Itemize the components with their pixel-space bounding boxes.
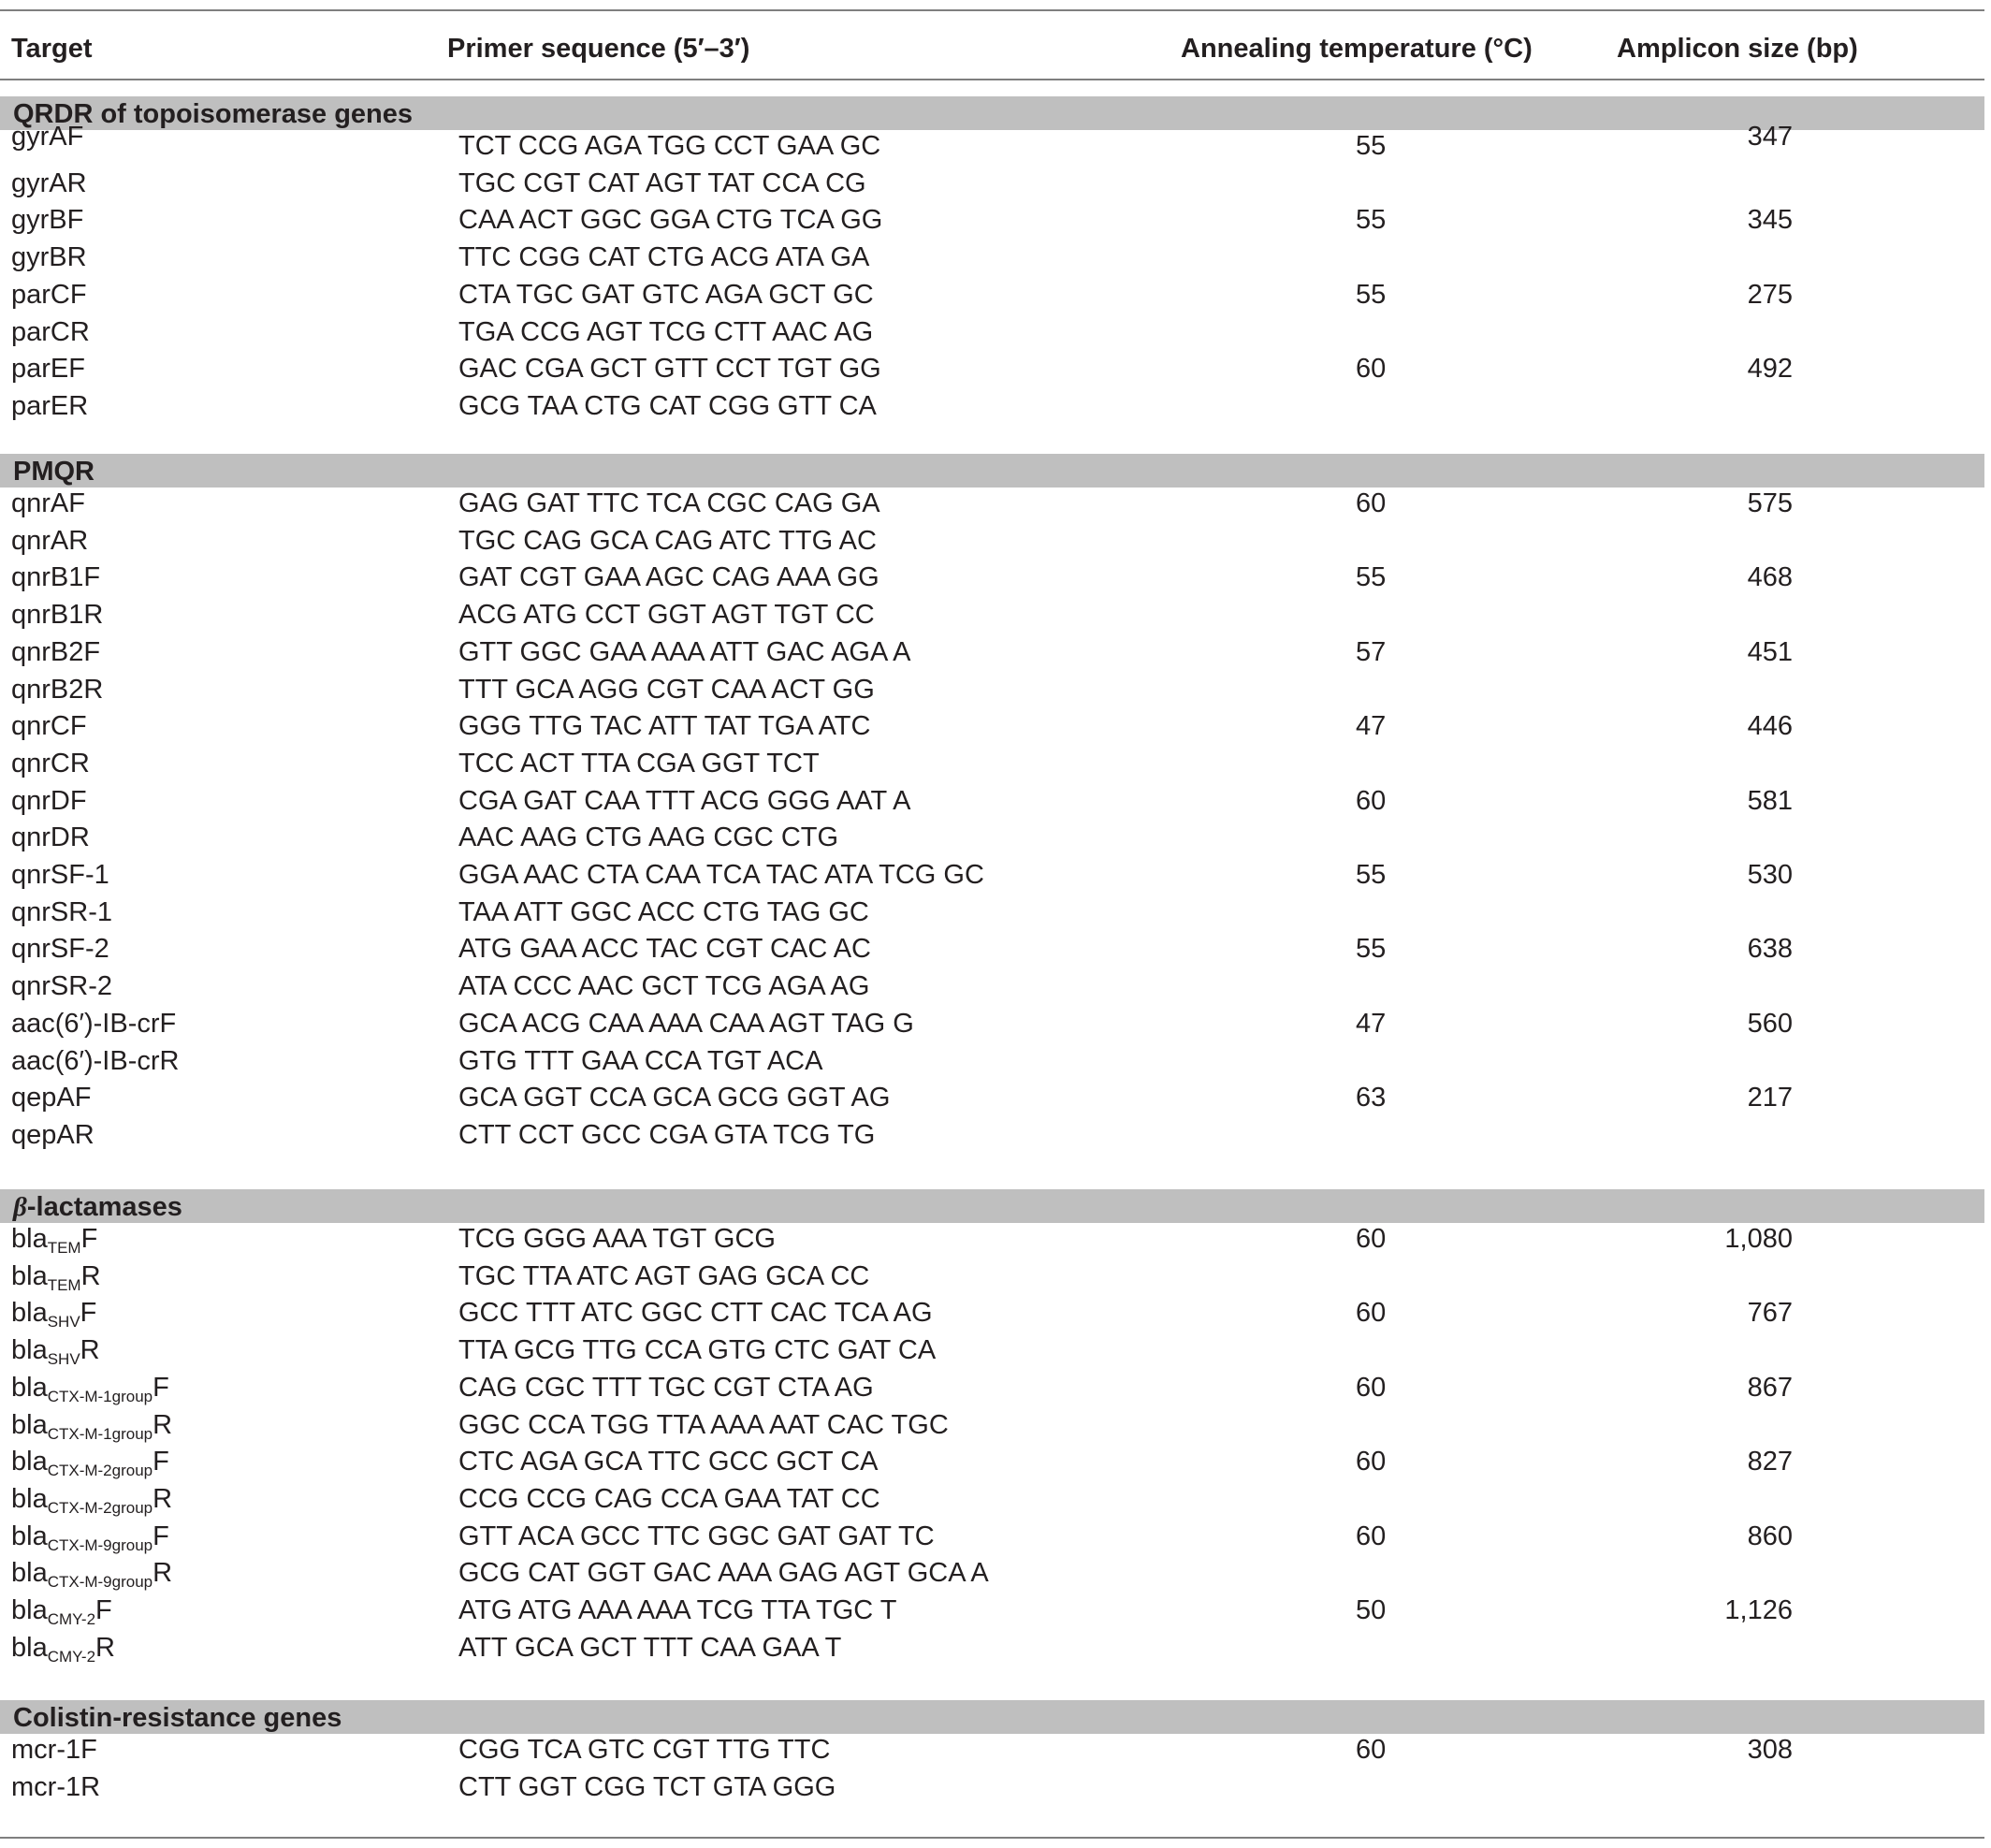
target-base: aac(6′)-IB-crF	[11, 1008, 177, 1039]
target-cell	[11, 524, 88, 558]
primer-sequence-cell: GAT CGT GAA AGC CAG AAA GG	[458, 562, 879, 593]
primer-sequence-cell: TGC CAG GCA CAG ATC TTG AC	[458, 525, 877, 556]
amplicon-size-cell: 560	[1747, 1008, 1793, 1039]
primer-sequence-cell: GTT ACA GCC TTC GGC GAT GAT TC	[458, 1521, 935, 1551]
target-cell	[11, 1482, 172, 1516]
primer-sequence-cell: GGA AAC CTA CAA TCA TAC ATA TCG GC	[458, 860, 984, 890]
target-base: qepAR	[11, 1119, 94, 1150]
target-cell	[11, 1408, 172, 1442]
target-cell	[11, 1081, 91, 1114]
section-title-text: PMQR	[13, 457, 94, 487]
amplicon-size-cell: 446	[1747, 711, 1793, 742]
target-base: qnrDR	[11, 822, 90, 853]
target-base: qnrB1F	[11, 562, 101, 593]
amplicon-size-cell: 638	[1747, 934, 1793, 965]
target-subscript: CTX-M-9group	[47, 1535, 153, 1554]
table-row	[0, 1408, 1984, 1446]
table-row	[0, 240, 1984, 278]
table-row	[0, 1631, 1984, 1668]
primer-sequence-cell: ATG GAA ACC TAC CGT CAC AC	[458, 934, 872, 965]
table-row	[0, 315, 1984, 353]
primer-sequence-cell: CTC AGA GCA TTC GCC GCT CA	[458, 1447, 879, 1477]
annealing-temperature-cell: 50	[1356, 1595, 1387, 1625]
table-row	[0, 524, 1984, 561]
target-cell	[11, 1733, 97, 1767]
target-base: mcr-1F	[11, 1735, 97, 1765]
primer-sequence-cell: CTT GGT CGG TCT GTA GGG	[458, 1771, 836, 1802]
target-cell	[11, 895, 112, 929]
amplicon-size-cell: 860	[1747, 1521, 1793, 1551]
table-row	[0, 1770, 1984, 1808]
target-cell	[11, 560, 100, 594]
amplicon-size-cell: 492	[1747, 354, 1793, 385]
target-base: bla	[11, 1260, 48, 1291]
primer-sequence-cell: ACG ATG CCT GGT AGT TGT CC	[458, 600, 875, 631]
table-row	[0, 1044, 1984, 1082]
table-row	[0, 895, 1984, 933]
table-row	[0, 673, 1984, 710]
target-cell	[11, 1259, 101, 1293]
target-base: bla	[11, 1447, 48, 1477]
target-subscript: CMY-2	[47, 1647, 96, 1666]
amplicon-size-cell: 575	[1747, 488, 1793, 518]
amplicon-size-cell: 1,080	[1724, 1224, 1793, 1254]
table-row	[0, 1081, 1984, 1118]
target-suffix: F	[80, 1298, 97, 1329]
target-suffix: R	[80, 1260, 101, 1291]
target-cell	[11, 932, 109, 966]
primer-sequence-cell: GCG CAT GGT GAC AAA GAG AGT GCA A	[458, 1558, 989, 1589]
target-subscript: CTX-M-1group	[47, 1387, 153, 1405]
primer-sequence-cell: GTG TTT GAA CCA TGT ACA	[458, 1045, 823, 1076]
target-base: qnrDF	[11, 785, 87, 816]
amplicon-size-cell: 275	[1747, 279, 1793, 310]
table-row	[0, 1296, 1984, 1333]
primer-sequence-cell: CTA TGC GAT GTC AGA GCT GC	[458, 279, 874, 310]
target-suffix: R	[153, 1483, 173, 1514]
table-row	[0, 278, 1984, 315]
table-row	[0, 1556, 1984, 1593]
primer-sequence-cell: GGC CCA TGG TTA AAA AAT CAC TGC	[458, 1409, 949, 1440]
target-base: bla	[11, 1409, 48, 1440]
annealing-temperature-cell: 60	[1356, 488, 1387, 518]
primer-sequence-cell: TAA ATT GGC ACC CTG TAG GC	[458, 896, 869, 927]
primer-sequence-cell: GCA GGT CCA GCA GCG GGT AG	[458, 1083, 891, 1113]
annealing-temperature-cell: 60	[1356, 1521, 1387, 1551]
target-suffix: R	[153, 1558, 173, 1589]
primer-sequence-cell: TCG GGG AAA TGT GCG	[458, 1224, 776, 1254]
annealing-temperature-cell: 55	[1356, 934, 1387, 965]
table-row	[0, 167, 1984, 204]
section-title	[13, 1702, 342, 1734]
table-row	[0, 1593, 1984, 1631]
annealing-temperature-cell: 55	[1356, 131, 1387, 161]
target-cell	[11, 487, 85, 520]
primer-sequence-cell: CGA GAT CAA TTT ACG GGG AAT A	[458, 785, 911, 816]
target-base: bla	[11, 1483, 48, 1514]
target-subscript: CTX-M-9group	[47, 1573, 153, 1592]
primer-sequence-cell: ATA CCC AAC GCT TCG AGA AG	[458, 971, 870, 1002]
target-cell	[11, 969, 112, 1003]
target-cell	[11, 635, 100, 669]
annealing-temperature-cell: 60	[1356, 1298, 1387, 1329]
target-base: parER	[11, 390, 89, 421]
amplicon-size-cell: 347	[1747, 122, 1793, 152]
primer-sequence-cell: GCA ACG CAA AAA CAA AGT TAG G	[458, 1008, 914, 1039]
annealing-temperature-cell: 47	[1356, 1008, 1387, 1039]
target-cell	[11, 1222, 97, 1256]
target-cell	[11, 1118, 94, 1152]
target-subscript: SHV	[47, 1350, 80, 1369]
table-row	[0, 635, 1984, 673]
section-title-text: QRDR of topoisomerase genes	[13, 99, 414, 129]
table-row	[0, 560, 1984, 598]
amplicon-size-cell: 581	[1747, 785, 1793, 816]
primer-sequence-cell: TGA CCG AGT TCG CTT AAC AG	[458, 316, 874, 347]
target-cell	[11, 821, 90, 854]
header-target: Target	[11, 34, 93, 64]
target-cell	[11, 747, 90, 780]
target-suffix: R	[153, 1409, 173, 1440]
target-cell	[11, 167, 87, 200]
amplicon-size-cell: 345	[1747, 205, 1793, 236]
target-suffix: R	[95, 1632, 115, 1663]
primer-sequence-cell: GCC TTT ATC GGC CTT CAC TCA AG	[458, 1298, 933, 1329]
target-suffix: F	[80, 1224, 98, 1254]
table-bottom-rule	[0, 1837, 1984, 1839]
target-subscript: SHV	[47, 1313, 80, 1331]
header-annealing-temperature: Annealing temperature (°C)	[1181, 34, 1533, 64]
primer-sequence-cell: AAC AAG CTG AAG CGC CTG	[458, 822, 839, 853]
target-subscript: CTX-M-2group	[47, 1462, 153, 1480]
target-suffix: F	[153, 1372, 169, 1403]
target-cell	[11, 1520, 169, 1553]
target-base: qnrB1R	[11, 600, 104, 631]
target-base: bla	[11, 1372, 48, 1403]
primer-sequence-cell: GAC CGA GCT GTT CCT TGT GG	[458, 354, 881, 385]
primer-sequence-cell: GAG GAT TTC TCA CGC CAG GA	[458, 488, 880, 518]
table-row	[0, 932, 1984, 969]
target-cell	[11, 1593, 112, 1627]
annealing-temperature-cell: 57	[1356, 636, 1387, 667]
table-row	[0, 969, 1984, 1007]
table-row	[0, 598, 1984, 635]
annealing-temperature-cell: 60	[1356, 1735, 1387, 1765]
target-base: qnrSF-1	[11, 860, 109, 890]
target-base: qnrSF-2	[11, 934, 109, 965]
primer-sequence-cell: CCG CCG CAG CCA GAA TAT CC	[458, 1483, 880, 1514]
table-row	[0, 1520, 1984, 1557]
target-cell	[11, 1556, 172, 1590]
annealing-temperature-cell: 55	[1356, 860, 1387, 890]
target-base: bla	[11, 1298, 48, 1329]
table-row	[0, 1007, 1984, 1044]
header-primer-sequence: Primer sequence (5′–3′)	[447, 34, 750, 64]
section-title	[13, 456, 94, 487]
target-cell	[11, 709, 87, 743]
amplicon-size-cell: 867	[1747, 1372, 1793, 1403]
target-cell	[11, 1631, 115, 1665]
target-cell	[11, 240, 87, 274]
table-row	[0, 389, 1984, 427]
table-row	[0, 821, 1984, 858]
amplicon-size-cell: 451	[1747, 636, 1793, 667]
table-row	[0, 709, 1984, 747]
primer-sequence-cell: CTT CCT GCC CGA GTA TCG TG	[458, 1119, 876, 1150]
table-row	[0, 352, 1984, 389]
target-cell	[11, 203, 83, 237]
target-cell	[11, 389, 88, 423]
target-base: gyrBR	[11, 242, 87, 273]
table-top-rule	[0, 9, 1984, 11]
table-row	[0, 1445, 1984, 1482]
target-base: qnrSR-1	[11, 896, 112, 927]
primer-sequence-cell: TCC ACT TTA CGA GGT TCT	[458, 748, 820, 778]
primer-sequence-cell: TTC CGG CAT CTG ACG ATA GA	[458, 242, 870, 273]
target-base: parCR	[11, 316, 90, 347]
table-row	[0, 487, 1984, 524]
target-base: gyrAF	[11, 122, 84, 152]
target-base: bla	[11, 1224, 48, 1254]
amplicon-size-cell: 308	[1747, 1735, 1793, 1765]
primer-sequence-cell: CGG TCA GTC CGT TTG TTC	[458, 1735, 831, 1765]
primer-sequence-cell: TTT GCA AGG CGT CAA ACT GG	[458, 674, 875, 705]
target-cell	[11, 1007, 176, 1040]
target-subscript: TEM	[47, 1239, 81, 1257]
table-row	[0, 1333, 1984, 1371]
table-row	[0, 203, 1984, 240]
target-base: qnrAR	[11, 525, 89, 556]
target-cell	[11, 1296, 96, 1330]
annealing-temperature-cell: 60	[1356, 1224, 1387, 1254]
primer-sequence-cell: GGG TTG TAC ATT TAT TGA ATC	[458, 711, 871, 742]
annealing-temperature-cell: 60	[1356, 1372, 1387, 1403]
target-base: bla	[11, 1632, 48, 1663]
primer-sequence-cell: TGC CGT CAT AGT TAT CCA CG	[458, 167, 866, 198]
table-row	[0, 1733, 1984, 1770]
target-base: qnrSR-2	[11, 971, 112, 1002]
target-base: qnrAF	[11, 488, 85, 518]
section-band	[0, 454, 1984, 487]
target-base: bla	[11, 1335, 48, 1366]
target-base: qepAF	[11, 1083, 92, 1113]
target-base: bla	[11, 1558, 48, 1589]
table-row	[0, 1259, 1984, 1297]
target-cell	[11, 1333, 100, 1367]
annealing-temperature-cell: 60	[1356, 354, 1387, 385]
target-base: mcr-1R	[11, 1771, 101, 1802]
table-row	[0, 122, 1984, 167]
amplicon-size-cell: 530	[1747, 860, 1793, 890]
target-subscript: CMY-2	[47, 1610, 96, 1628]
target-base: parCF	[11, 279, 87, 310]
table-row	[0, 1482, 1984, 1520]
amplicon-size-cell: 827	[1747, 1447, 1793, 1477]
header-amplicon-size: Amplicon size (bp)	[1617, 34, 1858, 64]
primer-sequence-cell: GCG TAA CTG CAT CGG GTT CA	[458, 390, 877, 421]
annealing-temperature-cell: 60	[1356, 1447, 1387, 1477]
table-row	[0, 747, 1984, 784]
annealing-temperature-cell: 63	[1356, 1083, 1387, 1113]
primer-sequence-cell: ATT GCA GCT TTT CAA GAA T	[458, 1632, 842, 1663]
target-subscript: CTX-M-1group	[47, 1424, 153, 1443]
amplicon-size-cell: 767	[1747, 1298, 1793, 1329]
target-cell	[11, 120, 83, 153]
target-base: qnrCF	[11, 711, 87, 742]
target-suffix: F	[153, 1447, 169, 1477]
target-base: aac(6′)-IB-crR	[11, 1045, 180, 1076]
table-row	[0, 1222, 1984, 1259]
target-cell	[11, 352, 85, 386]
target-base: qnrB2F	[11, 636, 101, 667]
target-cell	[11, 1044, 179, 1078]
annealing-temperature-cell: 60	[1356, 785, 1387, 816]
primer-sequence-cell: GTT GGC GAA AAA ATT GAC AGA A	[458, 636, 911, 667]
target-cell	[11, 278, 87, 312]
table-row	[0, 1371, 1984, 1408]
table-row	[0, 784, 1984, 822]
target-base: bla	[11, 1595, 48, 1625]
section-title	[13, 1191, 182, 1223]
target-cell	[11, 1371, 169, 1404]
target-cell	[11, 598, 103, 632]
annealing-temperature-cell: 55	[1356, 205, 1387, 236]
amplicon-size-cell: 1,126	[1724, 1595, 1793, 1625]
target-base: parEF	[11, 354, 85, 385]
amplicon-size-cell: 217	[1747, 1083, 1793, 1113]
primer-sequence-cell: TTA GCG TTG CCA GTG CTC GAT CA	[458, 1335, 937, 1366]
target-suffix: F	[153, 1521, 169, 1551]
section-title-text: -lactamases	[26, 1192, 182, 1222]
target-subscript: CTX-M-2group	[47, 1498, 153, 1517]
annealing-temperature-cell: 55	[1356, 562, 1387, 593]
target-suffix: F	[95, 1595, 112, 1625]
annealing-temperature-cell: 55	[1356, 279, 1387, 310]
table-row	[0, 858, 1984, 895]
primer-sequence-cell: CAA ACT GGC GGA CTG TCA GG	[458, 205, 883, 236]
amplicon-size-cell: 468	[1747, 562, 1793, 593]
target-cell	[11, 315, 90, 349]
target-base: gyrAR	[11, 167, 87, 198]
table-row	[0, 1118, 1984, 1156]
target-base: gyrBF	[11, 205, 84, 236]
target-base: qnrB2R	[11, 674, 104, 705]
primer-sequence-cell: TGC TTA ATC AGT GAG GCA CC	[458, 1260, 870, 1291]
section-title-prefix: β	[13, 1192, 27, 1222]
target-base: qnrCR	[11, 748, 90, 778]
target-cell	[11, 673, 103, 706]
target-cell	[11, 858, 109, 892]
primer-sequence-cell: CAG CGC TTT TGC CGT CTA AG	[458, 1372, 874, 1403]
target-cell	[11, 784, 87, 818]
primer-sequence-cell: ATG ATG AAA AAA TCG TTA TGC T	[458, 1595, 897, 1625]
section-title-text: Colistin-resistance genes	[13, 1703, 342, 1733]
target-suffix: R	[80, 1335, 100, 1366]
target-base: bla	[11, 1521, 48, 1551]
section-band	[0, 1189, 1984, 1223]
target-subscript: TEM	[47, 1275, 81, 1294]
header-bottom-rule	[0, 79, 1984, 80]
annealing-temperature-cell: 47	[1356, 711, 1387, 742]
target-cell	[11, 1445, 169, 1478]
primer-sequence-cell: TCT CCG AGA TGG CCT GAA GC	[458, 131, 881, 161]
target-cell	[11, 1770, 100, 1804]
